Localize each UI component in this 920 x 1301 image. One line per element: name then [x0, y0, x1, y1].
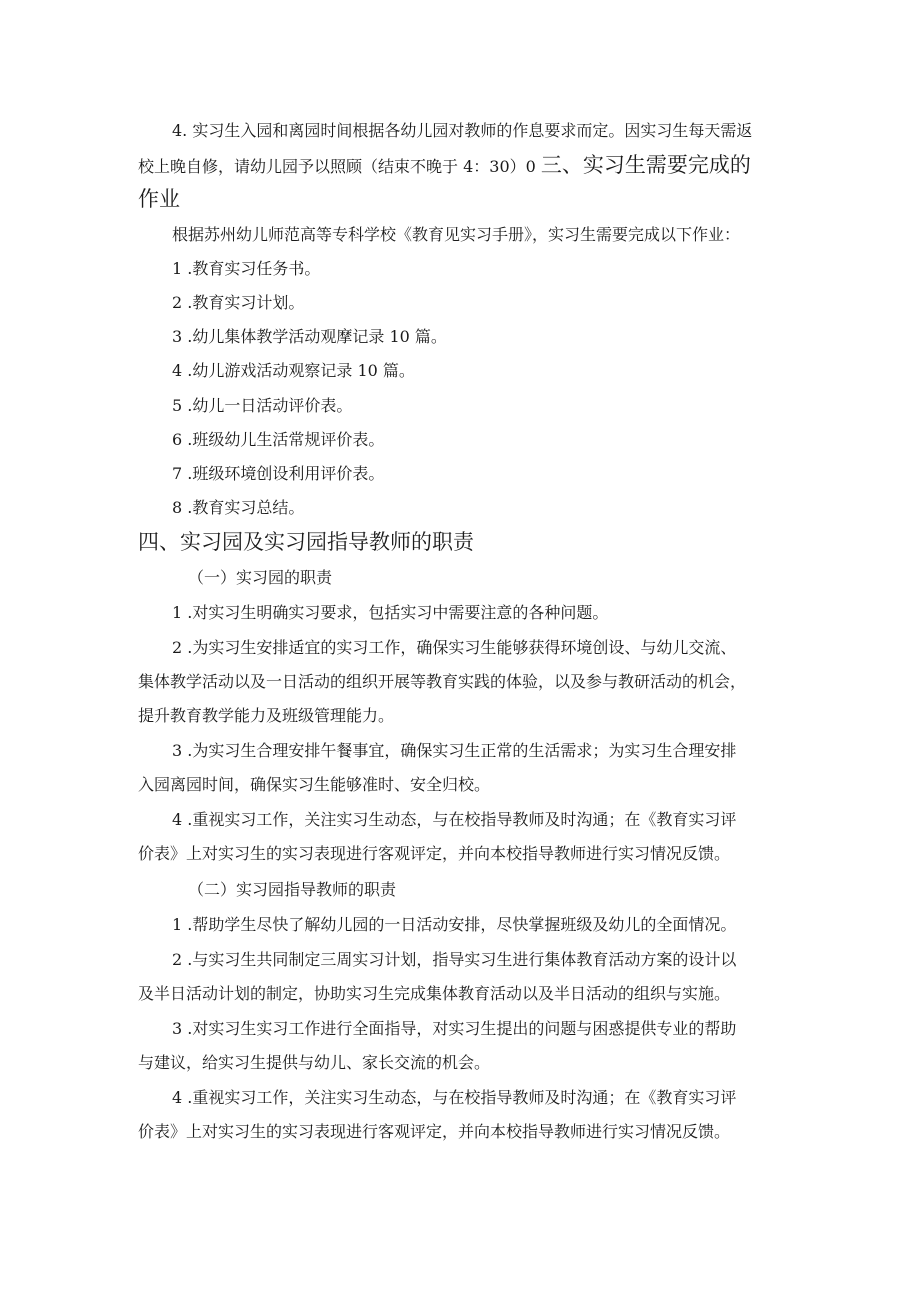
- paragraph: 3 .为实习生合理安排午餐事宜，确保实习生正常的生活需求；为实习生合理安排: [172, 741, 737, 760]
- paragraph-continued: 集体教学活动以及一日活动的组织开展等教育实践的体验，以及参与教研活动的机会，: [138, 672, 747, 691]
- paragraph-continued: 价表》上对实习生的实习表现进行客观评定，并向本校指导教师进行实习情况反馈。: [138, 1122, 731, 1141]
- paragraph: 2 .与实习生共同制定三周实习计划，指导实习生进行集体教育活动方案的设计以: [172, 950, 737, 969]
- list-item: 6 .班级幼儿生活常规评价表。: [172, 430, 385, 449]
- paragraph: 3 .对实习生实习工作进行全面指导，对实习生提出的问题与困惑提供专业的帮助: [172, 1019, 737, 1038]
- list-item: 4 .幼儿游戏活动观察记录 10 篇。: [172, 361, 415, 380]
- paragraph-continued: 提升教育教学能力及班级管理能力。: [138, 706, 395, 725]
- section3-heading-start: 三、实习生需要完成的: [540, 153, 751, 177]
- paragraph: 2 .为实习生安排适宜的实习工作，确保实习生能够获得环境创设、与幼儿交流、: [172, 638, 737, 657]
- list-item: 7 .班级环境创设利用评价表。: [172, 464, 385, 483]
- paragraph-continued: 入园离园时间，确保实习生能够准时、安全归校。: [138, 775, 491, 794]
- subsection-title: （一）实习园的职责: [188, 568, 333, 587]
- section4-heading: 四、实习园及实习园指导教师的职责: [138, 530, 474, 554]
- list-item: 2 .教育实习计划。: [172, 293, 305, 312]
- paragraph-continued: 及半日活动计划的制定，协助实习生完成集体教育活动以及半日活动的组织与实施。: [138, 984, 731, 1003]
- paragraph: 4 .重视实习工作，关注实习生动态，与在校指导教师及时沟通；在《教育实习评: [172, 810, 737, 829]
- section3-heading-end: 作业: [138, 187, 180, 211]
- intro-line-2: [138, 148, 788, 184]
- list-item: 3 .幼儿集体教学活动观摩记录 10 篇。: [172, 327, 447, 346]
- intro-line-2-text: 校上晚自修，请幼儿园予以照顾（结束不晚于 4：30）0: [138, 157, 541, 176]
- paragraph: 4 .重视实习工作，关注实习生动态，与在校指导教师及时沟通；在《教育实习评: [172, 1088, 737, 1107]
- paragraph-continued: 价表》上对实习生的实习表现进行客观评定，并向本校指导教师进行实习情况反馈。: [138, 844, 731, 863]
- subsection-title: （二）实习园指导教师的职责: [188, 880, 397, 899]
- list-item: 5 .幼儿一日活动评价表。: [172, 396, 353, 415]
- paragraph: 1 .帮助学生尽快了解幼儿园的一日活动安排，尽快掌握班级及幼儿的全面情况。: [172, 915, 737, 934]
- paragraph: 1 .对实习生明确实习要求，包括实习中需要注意的各种问题。: [172, 603, 609, 622]
- section3-lead: 根据苏州幼儿师范高等专科学校《教育见实习手册》，实习生需要完成以下作业：: [172, 225, 741, 244]
- list-item: 1 .教育实习任务书。: [172, 259, 321, 278]
- intro-line-1: 4. 实习生入园和离园时间根据各幼儿园对教师的作息要求而定。因实习生每天需返: [172, 121, 753, 140]
- list-item: 8 .教育实习总结。: [172, 498, 305, 517]
- paragraph-continued: 与建议，给实习生提供与幼儿、家长交流的机会。: [138, 1053, 491, 1072]
